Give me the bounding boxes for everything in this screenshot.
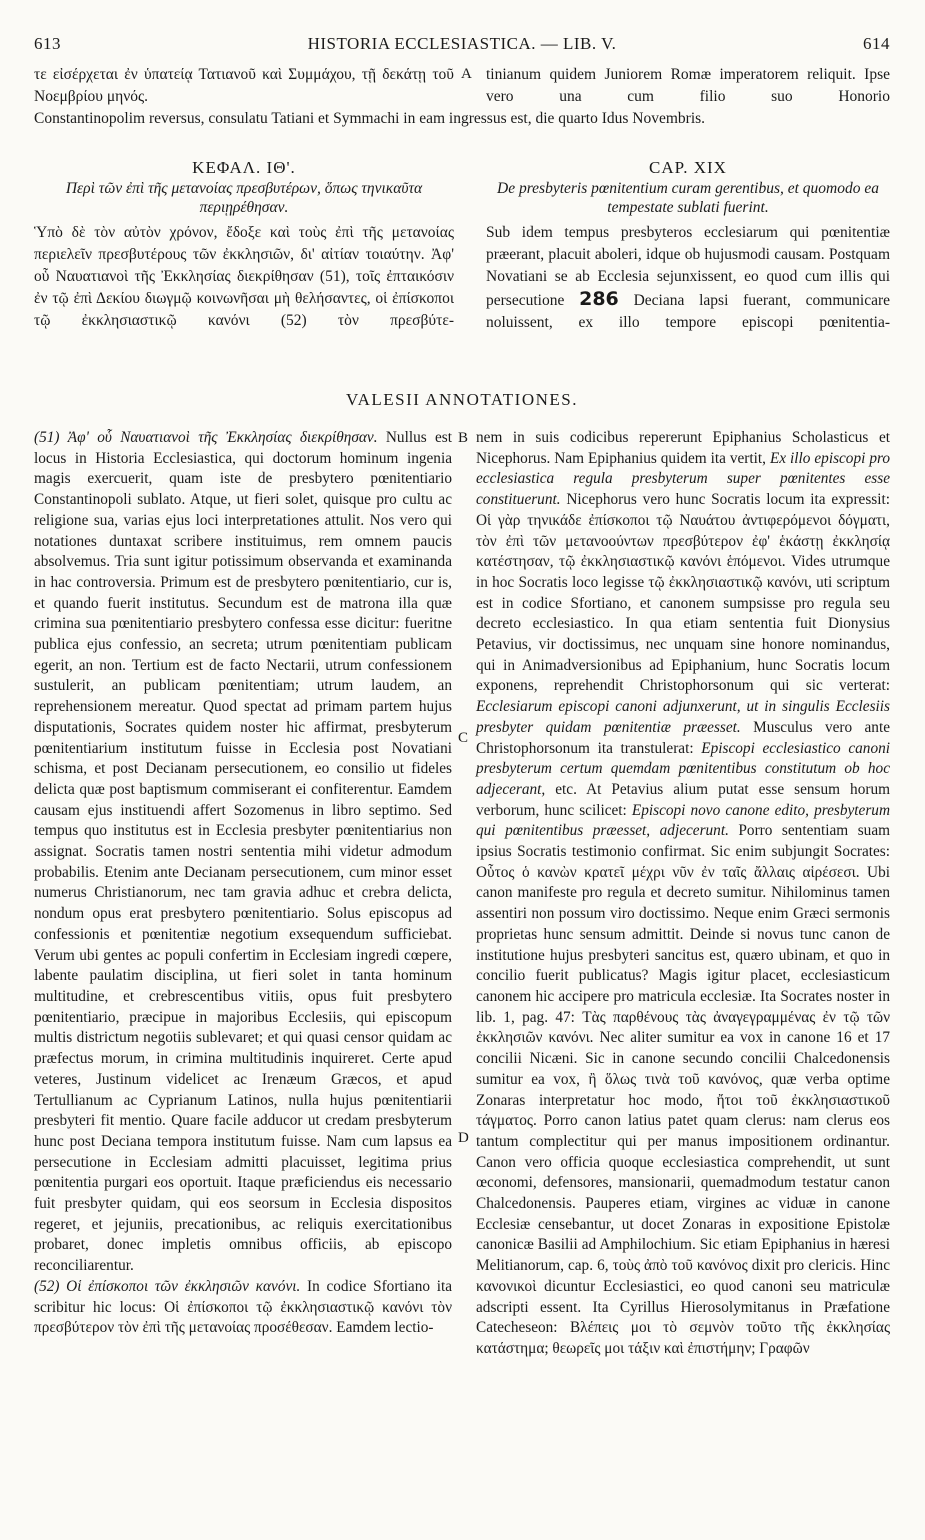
greek-chapter-subtitle: Περὶ τῶν ἐπὶ τῆς μετανοίας πρεσβυτέρων, ὅπως τηνικαῦτα περιῃρέθησαν.	[65, 180, 423, 216]
annotations-title: VALESII ANNOTATIONES.	[346, 390, 578, 409]
margin-letter-b: B	[458, 430, 469, 446]
latin-text-part-a: Sub idem tempus presbyteros ecclesiarum qui pœnitentiæ præerant, placuit aboleri, idque ob hujusmodi causam. Postquam Novatiani se ab Ecclesia sejunxissent, eo quod cum illis qui persecutione	[486, 224, 890, 309]
note-text-b: Nicephorus vero hunc Socratis locum ita expressit: Οἱ γὰρ τηνικάδε ἐπίσκοποι τῷ Ναυάτου ἀντιφερόμενοι δόγματι, τὸν ἐπὶ τῶν μετανοούντων πρεσβύτερον ἐφ' ἑκάστῃ ἐκκλησίᾳ κατέστησαν, τῷ ἐκκλησιαστικῷ κανόνι ἑπόμενοι. Vides utrumque in hoc Socratis loco legisse τῷ ἐκκλησιαστικῷ κανόνι, uti scriptum est in codice Sfortiano, et canonem sumpsisse pro regula seu decreto ecclesiastico. In qua etiam sententia fuit Dionysius Petavius, vir doctissimus, nec unquam sine honore nominandus, qui in Animadversionibus ad Epiphanium, hunc Socratis locum exponens, reprehendit Christophorsonum qui sic verterat:	[476, 491, 890, 695]
note-quote-c: Episcopi ecclesiastico canoni presbyterum certum quemdam pœnitentibus constitutum ob hoc adjecerant,	[476, 739, 890, 798]
note-text-a: nem in suis codicibus repererunt Epiphanius Scholasticus et Nicephorus. Nam Epiphanius quidem ita vertit,	[476, 429, 890, 467]
running-header	[34, 34, 890, 58]
greek-chapter-text: Ὑπὸ δὲ τὸν αὐτὸν χρόνον, ἔδοξε καὶ τοὺς ἐπὶ τῆς μετανοίας περιελεῖν πρεσβυτέρους τῶν ἐκκλησιῶν, δι' αἰτίαν τοιαύτην. Ἀφ' οὗ Ναυατιανοὶ τῆς Ἐκκλησίας διεκρίθησαν (51), τοῖς ἐπταικόσιν ἐν τῷ ἐπὶ Δεκίου διωγμῷ κοινωνῆσαι μὴ θελήσαντες, οἱ ἐπίσκοποι τῷ ἐκκλησιαστικῷ κανόνι (52) τὸν πρεσβύτε-	[34, 224, 454, 329]
note-text-c: Musculus vero ante Christophorsonum ita transtulerat:	[476, 718, 890, 757]
margin-letter-d: D	[458, 1130, 469, 1146]
latin-chapter-text	[486, 222, 890, 334]
greek-continuation: τε εἰσέρχεται ἐν ὑπατείᾳ Τατιανοῦ καὶ Συμμάχου, τῇ δεκάτῃ τοῦ Νοεμβρίου μηνός.	[34, 66, 454, 105]
note-52-continuation	[476, 428, 890, 1360]
latin-text-part-b: Deciana lapsi fuerant, communicare noluissent, ex illo tempore episcopi pœnitentia-	[486, 292, 891, 331]
book-page	[34, 0, 890, 1540]
note-text-e: Porro sententiam suam ipsius Socratis testimonio confirmat. Sic enim subjungit Socrates: Οὗτος ὁ κανὼν κρατεῖ μέχρι νῦν ἐν ταῖς ἄλλαις αἱρέσεσι. Ubi canon manifeste pro regula et decreto sumitur. Nihilominus tamen assentiri non possum viro doctissimo. Neque enim Græci sermonis proprietas hunc sensum admittit. Deinde si novus tunc canon de institutione hujus presbyteri sancitus est, quæro ubinam, et quo in concilio fuerit publicatus? Magis igitur placet, ecclesiasticum canonem hic accipere pro matricula ecclesiæ. Ita Socrates noster in lib. 1, pag. 47: Τὰς παρθένους τὰς ἀναγεγραμμένας ἐν τῷ τῶν ἐκκλησιῶν κανόνι. Nec aliter sumitur ea vox in canone 16 et 17 concilii Nicæni. Sic in canone secundo concilii Chalcedonensis sumitur ea vox, ἢ ὅλως τινὰ τοῦ κανόνος, quæ verba optime Zonaras interpretatur hoc modo, ἤτοι τοῦ ἐκκλησιαστικοῦ τάγματος. Porro canon latius patet quam clerus: nam clerus eos tantum complectitur qui per manus impositionem ordinantur. Canon vero officia quoque ecclesiastica comprehendit, ut sunt œconomi, defensores, mansionarii, quemadmodum testatur canon Chalcedonensis. Pauperes etiam, virgines ac viduæ in canone Ecclesiæ censebantur, ut docet Zonaras in expositione Epistolæ canonicæ Basilii ad Amphilochium. Sic etiam Epiphanius in hæresi Melitianorum, cap. 6, τοὺς ἀπὸ τοῦ κανόνος dixit pro clericis. Hinc κανονικοὶ dicuntur Ecclesiastici, eo quod canoni seu matriculæ adscripti essent. Ita Cyrillus Hierosolymitanus in Præfatione Catecheseon: Βλέπεις μοι τὸ σεμνὸν τοῦτο τῆς ἐκκλησίας κατάστημα; θεωρεῖς μοι τάξιν καὶ ἐπιστήμην; Γραφῶν	[476, 822, 891, 1357]
note-51-lemma: (51) Ἀφ' οὗ Ναυατιανοὶ τῆς Ἐκκλησίας διεκρίθησαν.	[34, 429, 378, 446]
margin-letter-a: A	[461, 66, 472, 82]
note-51-text: Nullus est locus in Historia Ecclesiastica, qui doctorum hominum ingenia magis exercuerit, quam iste de presbytero pœnitentiario Constantinopoli sublato. Atque, ut fieri solet, quisque pro cultu ac religione sua, varias ejus loci interpretationes attulit. Nos vero qui notationes duntaxat scribere instituimus, rem omnem paucis absolvemus. Tria sunt igitur potissimum observanda et examinanda in hac controversia. Primum est de presbytero pœnitentiario, cur is, et quando fuerit institutus. Secundum est de matrona illa quæ crimina sua pœnitentiario presbytero confessa esse dicitur: fueritne publica ejus confessio, an secreta; utrum pœnitentiam publicam egerit, an non. Tertium est de facto Nectarii, utrum confessionem sustulerit, an publicam pœnitentiam; utrum laudem, an reprehensionem mereatur. Quod spectat ad primam partem hujus disputationis, Socrates quidem noster hic affirmat, presbyterum pœnitentiarium institutum fuisse in Ecclesia post Novatiani schisma, et post Decianam persecutionem, eo consilio ut fideles delicta quæ post baptismum commiserant ei confiterentur. Eamdem causam ejus instituendi affert Sozomenus in libro septimo. Sed tempus quo institutus est in Ecclesia presbyter pœnitentiarius non assignat. Socratis tamen nostri sententia mihi videtur admodum probabilis. Etenim ante Decianam persecutionem, cum minor esset numerus Christianorum, nec tam gravia adhuc et crebra delicta, nondum opus erat presbytero pœnitentiario. Solus episcopus ad confessionis et pœnitentiæ negotium exsequendum sufficiebat. Verum ubi gentes ac populi confertim in Ecclesiam ingredi cœpere, labente paulatim disciplina, ut fieri solet in tanta hominum multitudine, et crebrescentibus vitiis, opus fuit presbytero pœnitentiario, præcipue in majoribus Ecclesiis, qui episcopum multis districtum negotiis sublevaret; et qui quasi censor quidam ac præfectus morum, in crimina multitudinis inquireret. Certe apud veteres, Justinum videlicet ac Irenæum Græcos, et apud Tertullianum ac Cyprianum Latinos, nulla hujus pœnitentiarii presbyteri fit mentio. Quare facile adducor ut credam presbyterum hunc post Deciana tempora institutum fuisse. Nam cum lapsus ea persecutione in Ecclesiam admitti placuisset, legitima prius pœnitentia purgari eos oportuit. Itaque præficiendus eis necessario fuit presbyter quidam, qui eos seorsum in Ecclesia dispositos regeret, et jejuniis, precationibus, ac reliquis exercitationibus probaret, donec impletis omnibus officiis, ab episcopo reconciliarentur.	[34, 429, 452, 1275]
latin-chapter-heading: CAP. XIX	[649, 158, 727, 177]
running-title: HISTORIA ECCLESIASTICA. — LIB. V.	[307, 34, 617, 53]
note-quote-b: Ecclesiarum episcopi canoni adjunxerunt, ut in singulis Ecclesiis presbyter quidam pœnitentiæ præesset.	[476, 698, 890, 736]
annotations-right-column	[476, 428, 890, 1360]
note-52	[34, 1277, 452, 1339]
greek-chapter-heading: ΚΕΦΑΛ. ΙΘ'.	[192, 158, 296, 177]
latin-continuation: tinianum quidem Juniorem Romæ imperatorem reliquit. Ipse vero una cum filio suo Honorio	[486, 66, 890, 105]
note-quote-a: Ex illo episcopi pro ecclesiastica regula presbyterum super pœnitentes esse constituerunt.	[476, 449, 890, 509]
page-number-right: 614	[863, 34, 890, 53]
margin-page-number: 286	[579, 288, 619, 310]
note-51	[34, 428, 452, 1277]
note-52-lemma: (52) Οἱ ἐπίσκοποι τῶν ἐκκλησιῶν κανόνι.	[34, 1277, 301, 1295]
latin-continuation-full: Constantinopolim reversus, consulatu Tatiani et Symmachi in eam ingressus est, die quarto Idus Novembris.	[34, 110, 706, 127]
note-quote-d: Episcopi novo canone edito, presbyterum qui pœnitentibus præesset, adjecerunt.	[476, 801, 890, 840]
margin-letter-c: C	[458, 730, 469, 746]
annotations-left-column	[34, 428, 452, 1339]
note-text-d: etc. At Petavius alium putat esse sensum horum verborum, hunc scilicet:	[476, 780, 890, 819]
note-52-text: In codice Sfortiano ita scribitur hic locus: Οἱ ἐπίσκοποι τῷ ἐκκλησιαστικῷ κανόνι τὸν πρεσβύτερον τὸν ἐπὶ τῆς μετανοίας προσέθεσαν. Eamdem lectio-	[34, 1277, 452, 1337]
page-number-left: 613	[34, 34, 61, 53]
latin-chapter-subtitle: De presbyteris pœnitentium curam gerentibus, et quomodo ea tempestate sublati fuerint.	[497, 180, 879, 216]
